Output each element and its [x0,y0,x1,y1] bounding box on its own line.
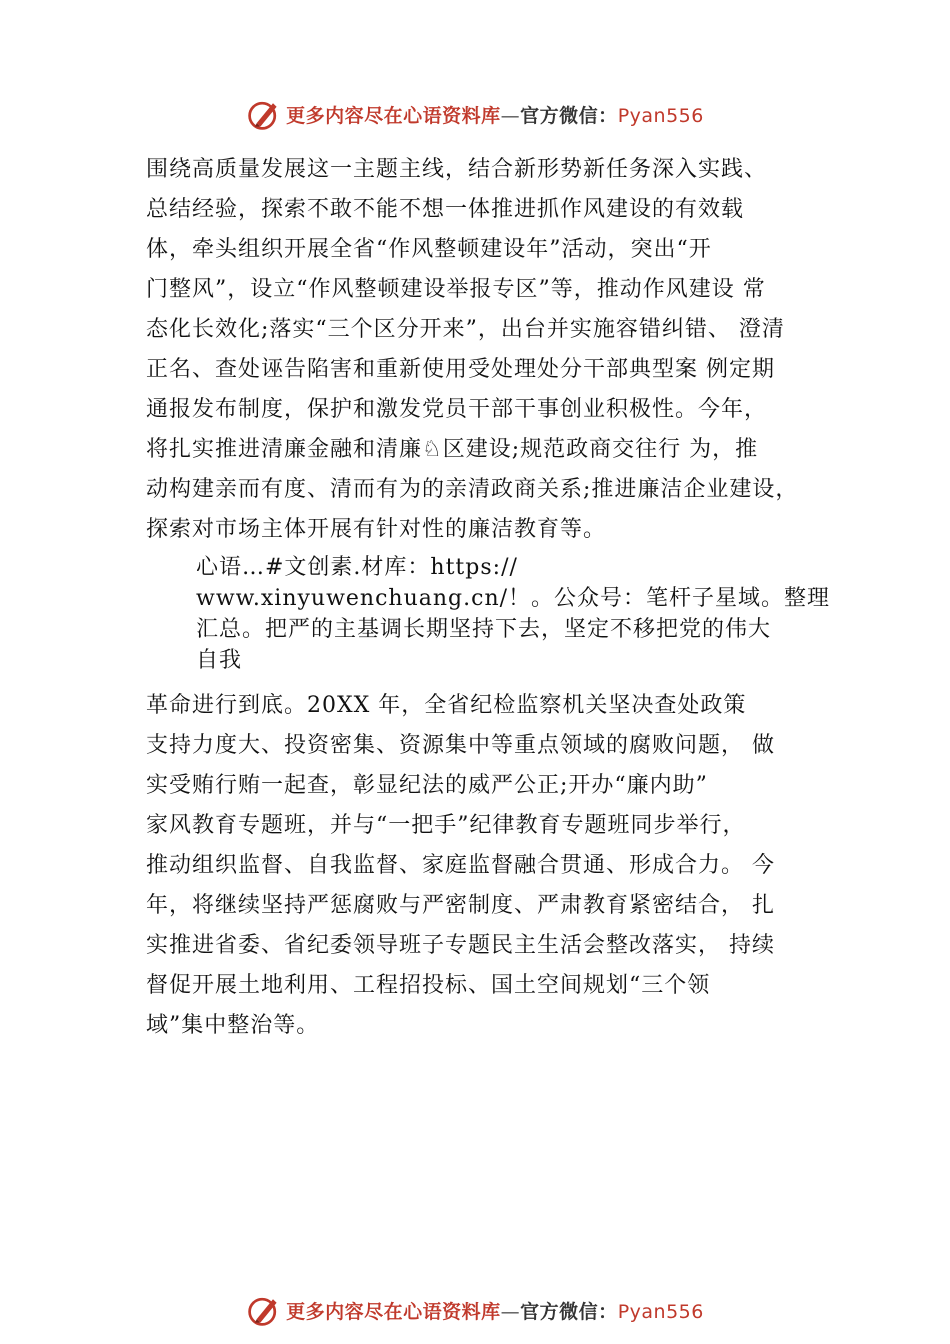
text-line: 实受贿行贿一起查，彰显纪法的威严公正;开办“廉内助” [146,773,708,798]
banner-wechat-id: Pyan556 [617,1300,704,1323]
text-line: 域”集中整治等。 [146,1013,320,1038]
text-line: 门整风”，设立“作风整顿建设举报专区”等，推动作风建设 常 [146,277,766,302]
text-line: 推动组织监督、自我监督、家庭监督融合贯通、形成合力。 今 [146,853,775,878]
text-line: 自我 [196,648,243,673]
text-line: www.xinyuwenchuang.cn/！。公众号：笔杆子星域。整理 [196,586,831,611]
watermark-note [196,552,846,676]
text-line: 支持力度大、投资密集、资源集中等重点领域的腐败问题， 做 [146,733,775,758]
text-line: 动构建亲而有度、清而有为的亲清政商关系;推进廉洁企业建设， [146,477,799,502]
text-line: 心语…#文创素.材库：https:// [196,555,518,580]
text-line: 体，牵头组织开展全省“作风整顿建设年”活动，突出“开 [146,237,712,262]
text-line: 革命进行到底。20XX 年，全省纪检监察机关坚决查处政策 [146,693,747,718]
footer-banner [0,1290,950,1330]
text-line: 总结经验，探索不敢不能不想一体推进抓作风建设的有效载 [146,197,745,222]
banner-library-name: 更多内容尽在心语资料库 [286,1300,501,1323]
text-line: 态化长效化;落实“三个区分开来”，出台并实施容错纠错、 澄清 [146,317,785,342]
text-line: 督促开展土地利用、工程招投标、国土空间规划“三个领 [146,973,711,998]
paragraph-2 [146,686,846,1046]
header-banner [0,94,950,134]
banner-text [286,1297,704,1324]
text-line: 汇总。把严的主基调长期坚持下去，坚定不移把党的伟大 [196,617,772,642]
banner-library-name: 更多内容尽在心语资料库 [286,104,501,127]
text-line: 家风教育专题班，并与“一把手”纪律教育专题班同步举行， [146,813,746,838]
banner-separator: — [500,104,521,127]
banner-wechat-label: 官方微信： [520,104,618,127]
banner-text [286,101,704,128]
text-line: 正名、查处诬告陷害和重新使用受处理处分干部典型案 例定期 [146,357,775,382]
paragraph-1 [146,150,846,550]
text-line: 探索对市场主体开展有针对性的廉洁教育等。 [146,517,607,542]
banner-separator: — [500,1300,521,1323]
pen-logo-icon [246,96,282,132]
banner-wechat-label: 官方微信： [520,1300,618,1323]
text-line: 围绕高质量发展这一主题主线，结合新形势新任务深入实践、 [146,157,768,182]
document-body [146,150,846,1046]
text-line: 通报发布制度，保护和激发党员干部干事创业积极性。今年， [146,397,768,422]
text-line: 年，将继续坚持严惩腐败与严密制度、严肃教育紧密结合， 扎 [146,893,775,918]
banner-wechat-id: Pyan556 [617,104,704,127]
text-line: 实推进省委、省纪委领导班子专题民主生活会整改落实， 持续 [146,933,775,958]
pen-logo-icon [246,1292,282,1328]
text-line: 将扎实推进清廉金融和清廉♘区建设;规范政商交往行 为，推 [146,437,759,462]
